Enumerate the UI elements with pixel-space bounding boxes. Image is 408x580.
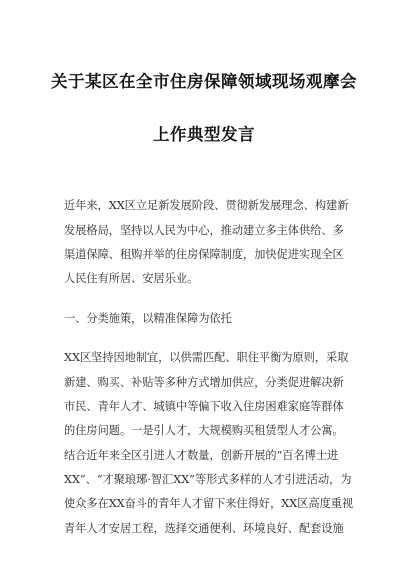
- intro-line-2: 发展格局，坚持以人民为中心，推动建立多主体供给、多: [64, 224, 344, 237]
- section-1-line-1: XX区坚持因地制宜，以供需匹配、职住平衡为原则，采取: [64, 351, 349, 364]
- section-1-heading: 一、分类施策，以精准保障为依托: [64, 312, 232, 325]
- intro-line-4: 人民住有所居、安居乐业。: [64, 272, 199, 285]
- intro-line-3: 渠道保障、租购并举的住房保障制度，加快促进实现全区: [64, 248, 344, 261]
- section-1-line-6: XX”、“才聚琅琊·智汇XX”等形式多样的人才引进活动，为: [64, 473, 352, 486]
- section-1-line-3: 市民、青年人才、城镇中等偏下收入住房困难家庭等群体: [64, 400, 344, 413]
- document-title-line-1: 关于某区在全市住房保障领域现场观摩会: [51, 72, 357, 91]
- section-1-line-7: 使众多在XX奋斗的青年人才留下来住得好，XX区高度重视: [64, 497, 354, 510]
- intro-line-1: 近年来，XX区立足新发展阶段、贯彻新发展理念、构建新: [64, 199, 349, 212]
- document-title-line-2: 上作典型发言: [153, 125, 255, 144]
- section-1-line-4: 的住房问题。一是引人才，大规模购买租赁型人才公寓。: [64, 424, 344, 437]
- section-1-line-5: 结合近年来全区引进人才数量，创新开展的“百名博士进: [64, 449, 339, 462]
- section-1-line-2: 新建、购买、补贴等多种方式增加供应，分类促进解决新: [64, 376, 344, 389]
- section-1-line-8: 青年人才安居工程，选择交通便利、环境良好、配套设施: [64, 522, 344, 535]
